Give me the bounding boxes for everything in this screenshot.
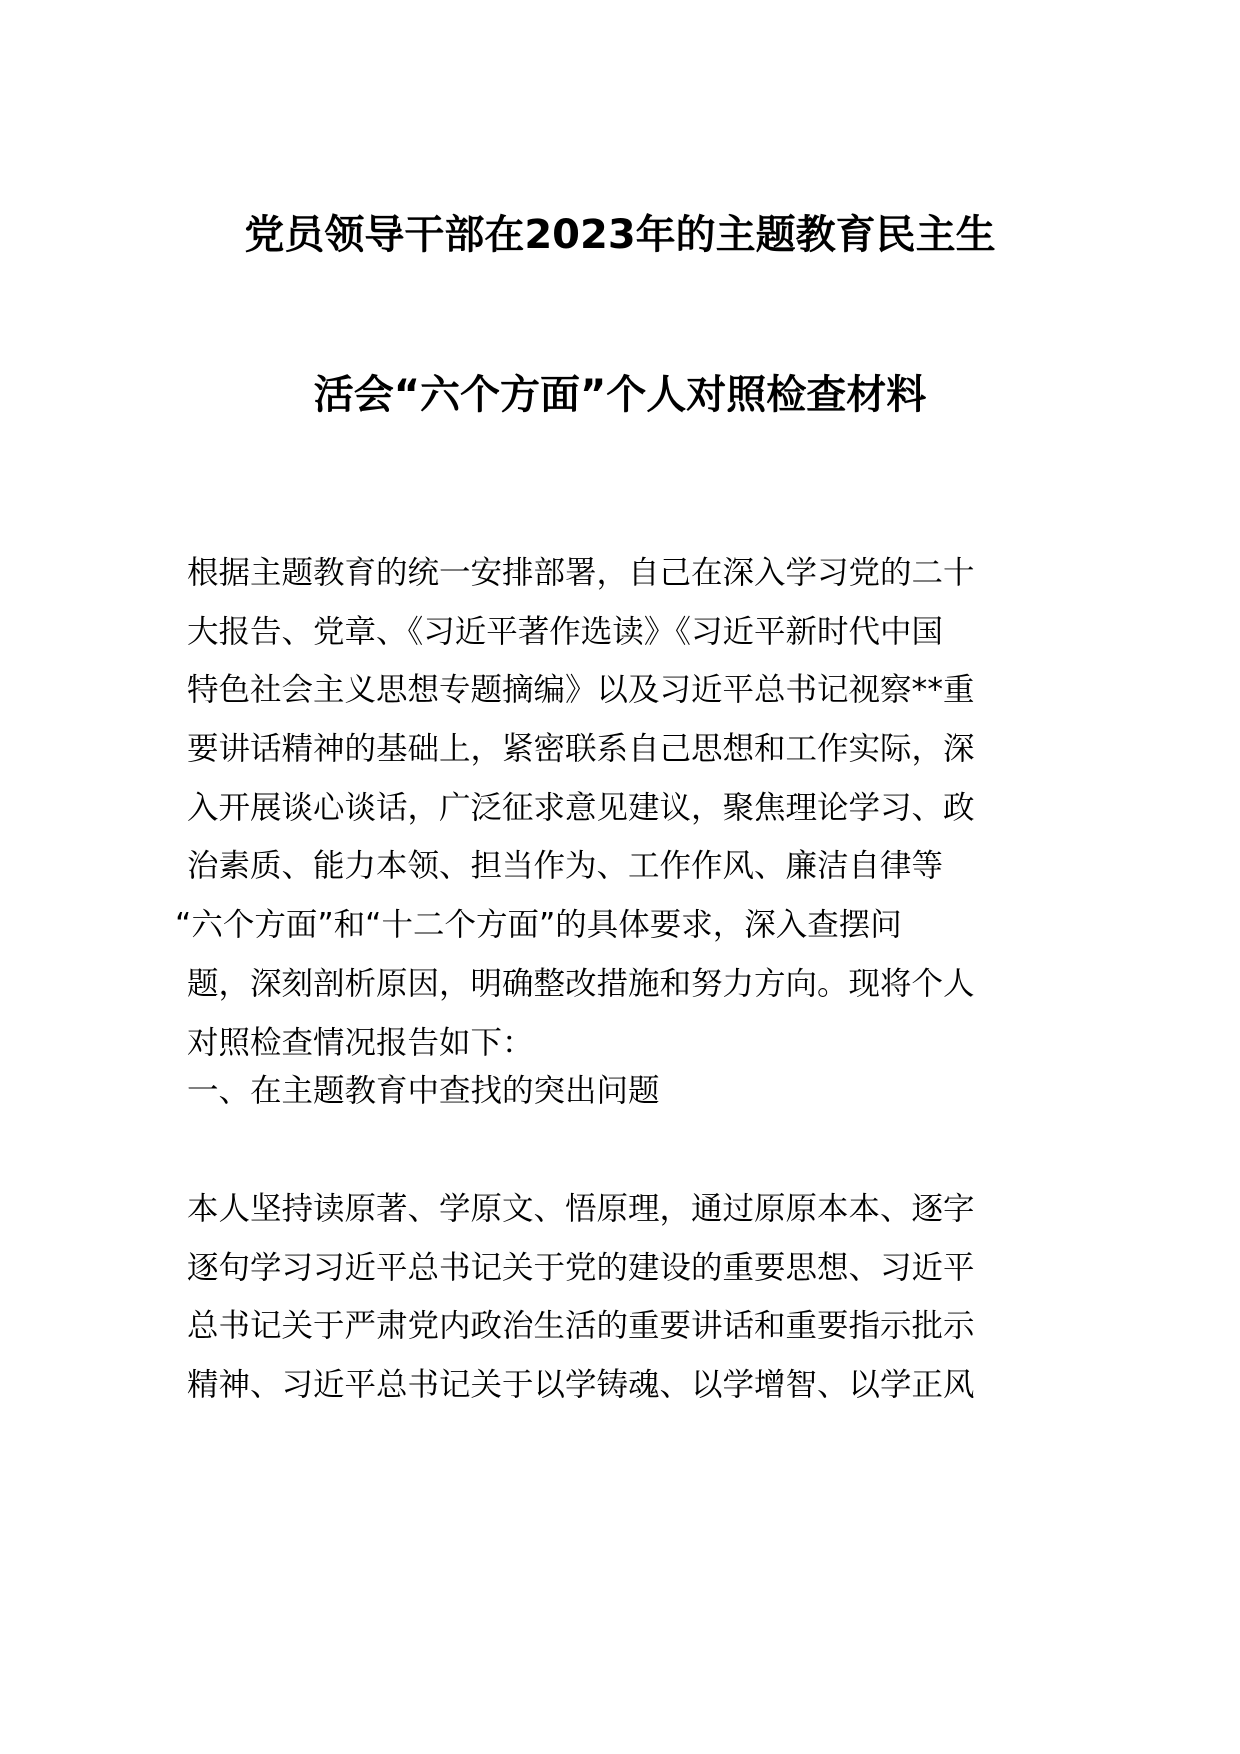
text-line: 逐句学习习近平总书记关于党的建设的重要思想、习近平 — [187, 1249, 975, 1286]
document-title-line-2: 活会“六个方面”个人对照检查材料 — [313, 372, 927, 418]
text-line: “六个方面”和“十二个方面”的具体要求，深入查摆问 — [175, 907, 902, 944]
text-line: 本人坚持读原著、学原文、悟原理，通过原原本本、逐字 — [187, 1191, 975, 1227]
text-line: 根据主题教育的统一安排部署，自己在深入学习党的二十 — [187, 555, 975, 591]
text-line: 总书记关于严肃党内政治生活的重要讲话和重要指示批示 — [187, 1308, 975, 1345]
text-line: 治素质、能力本领、担当作为、工作作风、廉洁自律等 — [187, 848, 944, 885]
section-heading-1 — [187, 1062, 1067, 1121]
text-line: 入开展谈心谈话，广泛征求意见建议，聚焦理论学习、政 — [187, 789, 975, 826]
text-line: 特色社会主义思想专题摘编》以及习近平总书记视察**重 — [187, 672, 975, 709]
paragraph-section-1 — [187, 1180, 1067, 1415]
heading-text: 一、在主题教育中查找的突出问题 — [187, 1073, 660, 1109]
document-title-line-1: 党员领导干部在2023年的主题教育民主生 — [244, 212, 996, 258]
text-line: 题，深刻剖析原因，明确整改措施和努力方向。现将个人 — [187, 965, 975, 1002]
text-line: 要讲话精神的基础上，紧密联系自己思想和工作实际，深 — [187, 731, 975, 768]
text-line: 对照检查情况报告如下： — [187, 1024, 534, 1061]
paragraph-intro — [175, 544, 1067, 1072]
text-line: 大报告、党章、《习近平著作选读》《习近平新时代中国 — [187, 613, 944, 650]
text-line: 精神、习近平总书记关于以学铸魂、以学增智、以学正风 — [187, 1367, 975, 1404]
